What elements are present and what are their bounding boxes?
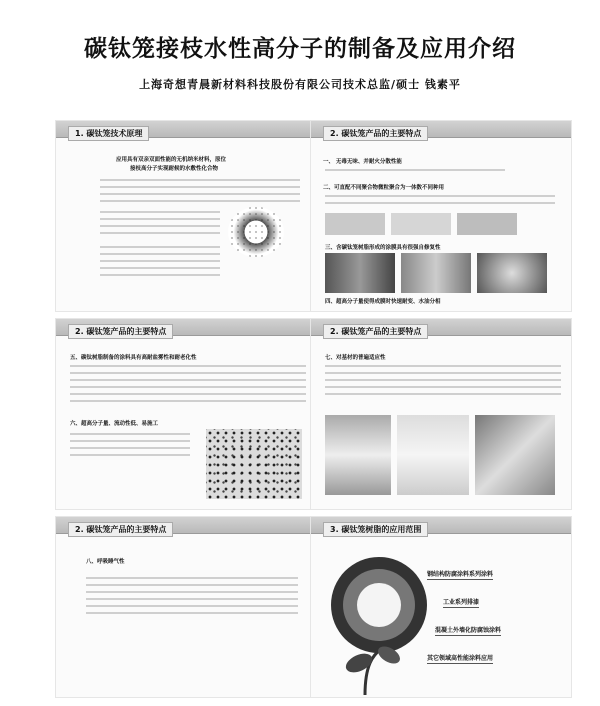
slide-heading: 3. 碳钛笼树脂的应用范围 (323, 522, 428, 537)
body-text-lines (325, 365, 561, 400)
body-text-lines (70, 433, 190, 461)
body-text-lines (100, 246, 220, 281)
slide-6 (310, 516, 572, 698)
self-repair-image (325, 253, 395, 293)
page-title: 碳钛笼接枝水性高分子的制备及应用介绍 (84, 36, 516, 62)
slide-section: 三、含碳钛笼树脂形成的涂膜具有很强自修复性 (325, 245, 441, 251)
pipe-inner (357, 583, 401, 627)
coating-sample-image (325, 213, 385, 235)
substrate-image (397, 415, 469, 495)
body-text-lines (70, 365, 306, 407)
substrate-image (325, 415, 391, 495)
slide-heading: 1. 碳钛笼技术原理 (68, 126, 149, 141)
application-item: 其它领域高性能涂料应用 (427, 655, 494, 662)
slide-section: 接枝高分子实现耐候的水敷性化合物 (130, 166, 219, 172)
microscope-image (206, 429, 302, 499)
coating-sample-image (457, 213, 517, 235)
body-text-lines (325, 169, 505, 176)
self-repair-image (477, 253, 547, 293)
slide-5 (55, 516, 317, 698)
slide-heading: 2. 碳钛笼产品的主要特点 (323, 126, 428, 141)
nanostructure-image (228, 207, 284, 257)
slide-section: 五、碳钛树脂制备的涂料具有高耐盐雾性和耐老化性 (70, 355, 197, 361)
slide-section: 一、 无毒无味、并耐火分散性能 (323, 159, 402, 165)
slide-section: 应用具有双亲双面性能的无机纳米材料，原位 (116, 157, 227, 163)
body-text-lines (86, 577, 298, 619)
pipe-cross-section-graphic (325, 545, 445, 695)
slide-2 (310, 120, 572, 312)
application-item: 混凝土外墙化防腐蚀涂料 (435, 627, 502, 634)
slide-section: 二、可直配不同聚合物微粒聚合为一体数不同种用 (323, 185, 445, 191)
slide-1 (55, 120, 317, 312)
coating-sample-image (391, 213, 451, 235)
application-item: 钢结构防腐涂料系列涂料 (427, 571, 494, 578)
self-repair-image (401, 253, 471, 293)
slide-section: 七、对基材的普遍适应性 (325, 355, 386, 361)
page-subtitle: 上海奇想青晨新材料科技股份有限公司技术总监/硕士 钱素平 (139, 78, 461, 91)
slide-section: 六、超高分子量、流动性低、易施工 (70, 421, 159, 427)
leaf-icon (343, 650, 375, 676)
substrate-image (475, 415, 555, 495)
slide-section: 八、呼吸睡气性 (86, 559, 125, 565)
body-text-lines (100, 179, 300, 207)
slide-section: 四、超高分子量使得成膜时快速耐变、水油分相 (325, 299, 441, 305)
slide-heading: 2. 碳钛笼产品的主要特点 (323, 324, 428, 339)
slide-heading: 2. 碳钛笼产品的主要特点 (68, 324, 173, 339)
slide-4 (310, 318, 572, 510)
slide-heading: 2. 碳钛笼产品的主要特点 (68, 522, 173, 537)
body-text-lines (325, 195, 555, 209)
application-item: 工业系列排漆 (443, 599, 480, 606)
slide-3 (55, 318, 317, 510)
body-text-lines (100, 211, 220, 239)
